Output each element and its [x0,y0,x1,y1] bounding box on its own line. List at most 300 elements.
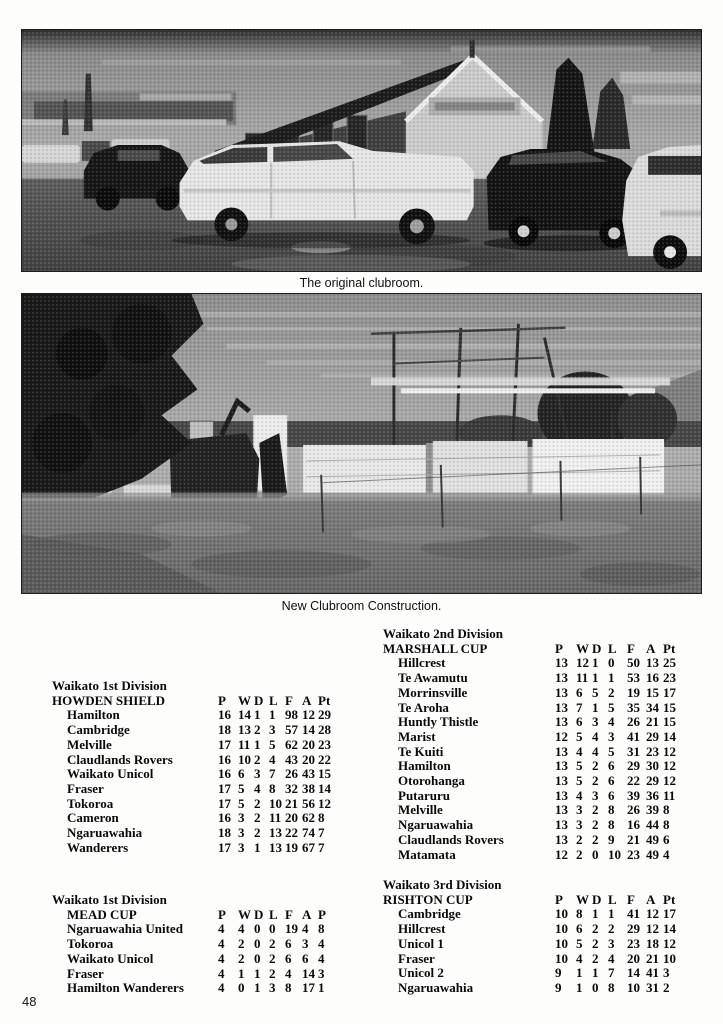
stat-cell: 1 [254,736,261,752]
column-header: P [218,692,226,708]
column-header: P [555,640,563,656]
stat-cell: 31 [646,979,659,995]
stat-cell: 39 [627,787,640,803]
stat-cell: 3 [318,965,325,981]
table-row [383,715,685,730]
stat-cell: 15 [318,766,331,782]
stat-cell: 1 [254,707,261,723]
league-table-howden-shield [52,679,340,855]
table-row [383,907,685,922]
stat-cell: 4 [576,950,583,966]
stat-cell: 18 [646,935,659,951]
stat-cell: 2 [608,684,615,700]
stat-cell: 22 [285,825,298,841]
table-row [383,671,685,686]
column-header: W [238,906,251,922]
stat-cell: 13 [555,655,568,671]
column-header: P [318,906,326,922]
stat-cell: 20 [302,751,315,767]
table-row [52,782,340,797]
stat-cell: 4 [218,921,225,937]
stat-cell: 5 [576,728,583,744]
table-row [383,966,685,981]
stat-cell: 6 [576,921,583,937]
team-name: Ngaruawahia [398,979,474,995]
table-row [383,818,685,833]
stat-cell: 12 [302,707,315,723]
team-name: Claudlands Rovers [398,831,504,847]
stat-cell: 9 [608,831,615,847]
stat-cell: 6 [608,758,615,774]
team-name: Ngaruawahia [398,817,474,833]
stat-cell: 6 [576,714,583,730]
table-row [383,922,685,937]
stat-cell: 3 [608,728,615,744]
table-row [52,922,340,937]
stat-cell: 6 [238,766,245,782]
stat-cell: 11 [269,810,282,826]
stat-cell: 8 [576,906,583,922]
stat-cell: 1 [254,965,261,981]
stat-cell: 7 [269,766,276,782]
new-clubroom-photo-image [22,294,701,593]
stat-cell: 5 [608,699,615,715]
team-name: Putaruru [398,787,450,803]
stat-cell: 13 [269,825,282,841]
table-header-row [52,694,340,709]
stat-cell: 3 [576,817,583,833]
stat-cell: 3 [254,766,261,782]
table-row [52,967,340,982]
team-name: Melville [398,802,443,818]
stat-cell: 20 [627,950,640,966]
column-header: D [254,906,264,922]
stat-cell: 10 [663,950,676,966]
table-row [383,952,685,967]
team-name: Ngaruawahia [67,825,143,841]
stat-cell: 41 [646,965,659,981]
stat-cell: 13 [238,722,251,738]
stat-cell: 23 [646,743,659,759]
stat-cell: 17 [218,780,231,796]
stat-cell: 12 [663,743,676,759]
stat-cell: 13 [555,817,568,833]
stat-cell: 49 [646,846,659,862]
stat-cell: 16 [218,707,231,723]
table-row [383,701,685,716]
stat-cell: 2 [592,950,599,966]
stat-cell: 28 [318,722,331,738]
stat-cell: 2 [269,936,276,952]
stat-cell: 1 [318,980,325,996]
stat-cell: 4 [218,980,225,996]
column-header: A [646,640,656,656]
column-header: L [608,640,617,656]
column-header: Pt [663,640,676,656]
team-name: Hillcrest [398,655,446,671]
table-row [383,803,685,818]
stat-cell: 4 [218,950,225,966]
team-name: Fraser [398,950,435,966]
stat-cell: 21 [646,950,659,966]
stat-cell: 8 [663,817,670,833]
stat-cell: 14 [302,722,315,738]
stat-cell: 11 [663,787,676,803]
stat-cell: 4 [238,921,245,937]
stat-cell: 74 [302,825,315,841]
stat-cell: 39 [646,802,659,818]
league-table-mead-cup [52,893,340,996]
column-header: D [592,891,602,907]
stat-cell: 57 [285,722,298,738]
photo-caption-new-clubroom: New Clubroom Construction. [281,599,442,613]
stat-cell: 26 [627,802,640,818]
column-header: A [302,906,312,922]
stat-cell: 44 [646,817,659,833]
cup-title: MEAD CUP [67,906,137,922]
stat-cell: 1 [592,965,599,981]
stat-cell: 32 [285,780,298,796]
stat-cell: 6 [663,831,670,847]
stat-cell: 1 [254,980,261,996]
stat-cell: 13 [555,787,568,803]
stat-cell: 9 [555,979,562,995]
stat-cell: 15 [663,714,676,730]
stat-cell: 29 [646,728,659,744]
stat-cell: 8 [608,979,615,995]
stat-cell: 12 [555,728,568,744]
team-name: Cameron [67,810,119,826]
stat-cell: 3 [269,722,276,738]
stat-cell: 10 [238,751,251,767]
stat-cell: 13 [555,773,568,789]
team-name: Tokoroa [67,795,114,811]
stat-cell: 2 [576,846,583,862]
stat-cell: 17 [218,795,231,811]
team-name: Te Awamutu [398,670,468,686]
stat-cell: 2 [592,802,599,818]
stat-cell: 2 [254,825,261,841]
stat-cell: 16 [627,817,640,833]
stat-cell: 20 [285,810,298,826]
stat-cell: 0 [592,846,599,862]
table-row [52,797,340,812]
stat-cell: 5 [238,780,245,796]
stat-cell: 10 [555,921,568,937]
stat-cell: 2 [592,921,599,937]
table-row [52,952,340,967]
stat-cell: 0 [254,936,261,952]
stat-cell: 4 [302,921,309,937]
stat-cell: 10 [555,950,568,966]
stat-cell: 17 [218,839,231,855]
stat-cell: 16 [646,670,659,686]
stat-cell: 2 [592,831,599,847]
stat-cell: 22 [318,751,331,767]
stat-cell: 13 [555,714,568,730]
stat-cell: 50 [627,655,640,671]
stat-cell: 6 [285,936,292,952]
team-name: Cambridge [398,906,461,922]
column-header: F [285,692,293,708]
stat-cell: 3 [238,825,245,841]
stat-cell: 9 [555,965,562,981]
stat-cell: 0 [592,979,599,995]
stat-cell: 43 [285,751,298,767]
team-name: Tokoroa [67,936,114,952]
table-row [52,937,340,952]
stat-cell: 29 [318,707,331,723]
stat-cell: 1 [592,670,599,686]
stat-cell: 6 [285,950,292,966]
stat-cell: 12 [318,795,331,811]
photo-caption-original-clubroom: The original clubroom. [299,276,424,290]
team-name: Fraser [67,780,104,796]
stat-cell: 16 [218,810,231,826]
stat-cell: 49 [646,831,659,847]
stat-cell: 10 [555,935,568,951]
stat-cell: 3 [238,810,245,826]
stat-cell: 3 [302,936,309,952]
stat-cell: 16 [218,766,231,782]
stat-cell: 8 [318,810,325,826]
stat-cell: 12 [646,906,659,922]
stat-cell: 38 [302,780,315,796]
stat-cell: 20 [302,736,315,752]
stat-cell: 13 [555,758,568,774]
stat-cell: 7 [576,699,583,715]
stat-cell: 17 [302,980,315,996]
stat-cell: 14 [302,965,315,981]
table-row [52,767,340,782]
table-row [383,759,685,774]
stat-cell: 5 [238,795,245,811]
table-row [52,708,340,723]
stat-cell: 12 [663,935,676,951]
stat-cell: 13 [555,831,568,847]
stat-cell: 41 [627,728,640,744]
stat-cell: 2 [254,722,261,738]
stat-cell: 17 [663,906,676,922]
table-row [383,789,685,804]
team-name: Unicol 2 [398,965,444,981]
team-name: Morrinsville [398,684,468,700]
division-title: Waikato 2nd Division [383,626,503,641]
table-row [52,841,340,856]
stat-cell: 11 [238,736,251,752]
stat-cell: 7 [318,825,325,841]
stat-cell: 21 [627,831,640,847]
table-row [383,656,685,671]
stat-cell: 3 [576,802,583,818]
team-name: Melville [67,736,112,752]
stat-cell: 56 [302,795,315,811]
stat-cell: 0 [238,980,245,996]
stat-cell: 29 [646,773,659,789]
stat-cell: 1 [592,655,599,671]
stat-cell: 1 [592,906,599,922]
stat-cell: 1 [238,965,245,981]
stat-cell: 1 [592,699,599,715]
team-name: Te Aroha [398,699,449,715]
stat-cell: 1 [576,979,583,995]
stat-cell: 4 [254,780,261,796]
stat-cell: 21 [646,714,659,730]
team-name: Hamilton Wanderers [67,980,184,996]
column-header: A [302,692,312,708]
stat-cell: 3 [608,935,615,951]
stat-cell: 1 [608,906,615,922]
stat-cell: 7 [318,839,325,855]
division-title: Waikato 1st Division [52,678,167,693]
division-title: Waikato 1st Division [52,892,167,907]
stat-cell: 2 [663,979,670,995]
stat-cell: 19 [627,684,640,700]
column-header: L [608,891,617,907]
stat-cell: 2 [592,773,599,789]
table-header-row [52,908,340,923]
stat-cell: 10 [269,795,282,811]
stat-cell: 12 [663,773,676,789]
stat-cell: 19 [285,921,298,937]
stat-cell: 8 [285,980,292,996]
stat-cell: 2 [254,795,261,811]
league-table-rishton-cup [383,878,685,996]
stat-cell: 8 [608,817,615,833]
stat-cell: 5 [608,743,615,759]
stat-cell: 0 [608,655,615,671]
page-number: 48 [22,994,37,1009]
stat-cell: 13 [555,670,568,686]
stat-cell: 36 [646,787,659,803]
stat-cell: 6 [576,684,583,700]
stat-cell: 29 [627,921,640,937]
stat-cell: 2 [269,950,276,966]
table-row [383,981,685,996]
team-name: Fraser [67,965,104,981]
column-header: F [627,640,635,656]
team-name: Huntly Thistle [398,714,479,730]
stat-cell: 2 [592,817,599,833]
stat-cell: 5 [576,758,583,774]
new-clubroom-construction-photo [21,293,702,594]
team-name: Ngaruawahia United [67,921,183,937]
table-header-row [383,893,685,908]
column-header: P [218,906,226,922]
stat-cell: 19 [285,839,298,855]
stat-cell: 12 [646,921,659,937]
table-row [383,745,685,760]
stat-cell: 10 [555,906,568,922]
stat-cell: 29 [627,758,640,774]
column-header: A [646,891,656,907]
table-row [52,811,340,826]
stat-cell: 14 [627,965,640,981]
stat-cell: 26 [285,766,298,782]
stat-cell: 4 [285,965,292,981]
team-name: Waikato Unicol [67,950,154,966]
stat-cell: 14 [663,921,676,937]
stat-cell: 4 [318,936,325,952]
cup-title: HOWDEN SHIELD [52,692,166,708]
stat-cell: 2 [592,935,599,951]
stat-cell: 11 [576,670,589,686]
stat-cell: 17 [663,684,676,700]
column-header: F [285,906,293,922]
stat-cell: 4 [576,743,583,759]
stat-cell: 3 [592,714,599,730]
stat-cell: 8 [663,802,670,818]
stat-cell: 25 [663,655,676,671]
stat-cell: 41 [627,906,640,922]
table-row [52,826,340,841]
stat-cell: 23 [627,935,640,951]
stat-cell: 4 [592,728,599,744]
stat-cell: 4 [608,714,615,730]
stat-cell: 3 [592,787,599,803]
stat-cell: 30 [646,758,659,774]
stat-cell: 2 [592,758,599,774]
stat-cell: 5 [592,684,599,700]
team-name: Unicol 1 [398,935,444,951]
stat-cell: 4 [576,787,583,803]
column-header: D [254,692,264,708]
stat-cell: 4 [608,950,615,966]
table-row [383,774,685,789]
stat-cell: 2 [238,936,245,952]
stat-cell: 43 [302,766,315,782]
stat-cell: 4 [592,743,599,759]
team-name: Cambridge [67,722,130,738]
stat-cell: 14 [318,780,331,796]
team-name: Waikato Unicol [67,766,154,782]
stat-cell: 2 [238,950,245,966]
stat-cell: 13 [555,802,568,818]
stat-cell: 13 [555,743,568,759]
stat-cell: 98 [285,707,298,723]
stat-cell: 67 [302,839,315,855]
stat-cell: 2 [576,831,583,847]
stat-cell: 22 [627,773,640,789]
stat-cell: 5 [269,736,276,752]
stat-cell: 0 [269,921,276,937]
team-name: Matamata [398,846,456,862]
team-name: Otorohanga [398,773,465,789]
column-header: Pt [663,891,676,907]
stat-cell: 18 [218,825,231,841]
stat-cell: 8 [269,780,276,796]
stat-cell: 3 [238,839,245,855]
stat-cell: 23 [627,846,640,862]
table-row [383,937,685,952]
column-header: Pt [318,692,331,708]
stat-cell: 3 [663,965,670,981]
original-clubroom-photo-image [22,30,701,271]
stat-cell: 0 [254,950,261,966]
table-row [52,753,340,768]
stat-cell: 13 [555,684,568,700]
team-name: Claudlands Rovers [67,751,173,767]
stat-cell: 4 [218,965,225,981]
stat-cell: 8 [608,802,615,818]
stat-cell: 6 [608,773,615,789]
table-row [52,723,340,738]
stat-cell: 13 [646,655,659,671]
table-header-row [383,642,685,657]
column-header: W [576,640,589,656]
stat-cell: 31 [627,743,640,759]
stat-cell: 1 [608,670,615,686]
